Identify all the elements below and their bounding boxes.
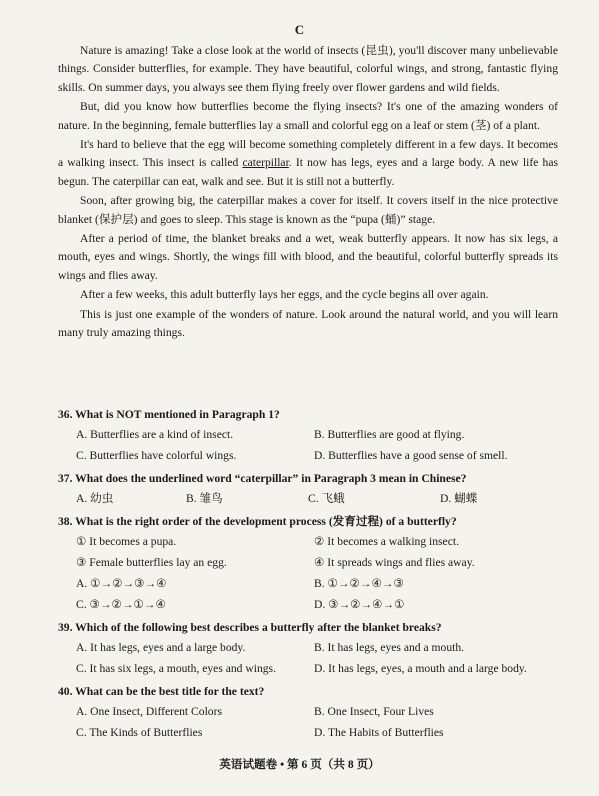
reading-passage [58,42,558,344]
question-stem: 39. Which of the following best describes a butterfly after the blanket breaks? [58,621,442,634]
question-stem: 37. What does the underlined word “caterpillar” in Paragraph 3 mean in Chinese? [58,472,467,485]
option-grid [76,701,568,743]
option-grid [76,424,568,466]
paragraph [58,42,558,97]
option-d: D. ③→②→④→① [314,598,405,611]
question-40 [58,683,568,743]
question-38 [58,513,568,615]
paragraph [58,286,558,304]
option-b: B. One Insect, Four Lives [314,705,434,718]
question-stem: 36. What is NOT mentioned in Paragraph 1? [58,408,280,421]
option-a: A. 幼虫 [76,492,114,505]
option-a: A. One Insect, Different Colors [76,705,222,718]
option-b: B. 雏鸟 [186,492,223,505]
option-d: D. The Habits of Butterflies [314,726,444,739]
paragraph-text: Nature is amazing! Take a close look at the world of insects (昆虫), you'll discover many unbelievable things. Consider butterflies, for example. They have beautiful, colorful wings, and strong, fantastic flying skills. On summer days, you always see them flying freely over flower gardens and wild fields. [58,44,558,94]
section-heading: C [294,22,305,37]
paragraph [58,98,558,135]
option-d: D. Butterflies have a good sense of smell. [314,449,508,462]
paragraph [58,136,558,191]
question-stem: 38. What is the right order of the development process (发育过程) of a butterfly? [58,515,457,528]
option-d: D. 蝴蝶 [440,492,478,505]
option-c: C. It has six legs, a mouth, eyes and wings. [76,662,276,675]
option-grid [76,637,568,679]
paragraph-text: But, did you know how butterflies become the flying insects? It's one of the amazing wonders of nature. In the beginning, female butterflies lay a small and colorful egg on a leaf or stem (茎) of a plant. [58,100,558,132]
option-d: D. It has legs, eyes, a mouth and a large body. [314,662,527,675]
paragraph-text: Soon, after growing big, the caterpillar makes a cover for itself. It covers itself in the nice protective blanket (保护层) and goes to sleep. This stage is known as the “pupa (蛹)” stage. [58,194,558,226]
paragraph [58,192,558,229]
paragraph [58,306,558,343]
step-1: ① It becomes a pupa. [76,535,177,548]
option-grid [76,531,568,615]
option-a: A. ①→②→③→④ [76,577,167,590]
option-a: A. Butterflies are a kind of insect. [76,428,234,441]
question-list [58,406,568,747]
underlined-word: caterpillar [242,156,289,170]
option-c: C. The Kinds of Butterflies [76,726,203,739]
option-c: C. Butterflies have colorful wings. [76,449,237,462]
option-c: C. 飞蛾 [308,492,345,505]
question-39 [58,619,568,679]
page-footer: 英语试题卷 • 第 6 页（共 8 页） [219,758,380,771]
option-b: B. It has legs, eyes and a mouth. [314,641,465,654]
step-4: ④ It spreads wings and flies away. [314,556,475,569]
option-c: C. ③→②→①→④ [76,598,166,611]
paragraph [58,230,558,285]
paragraph-text: This is just one example of the wonders of nature. Look around the natural world, and you will learn many truly amazing things. [58,307,558,340]
paragraph-text: After a period of time, the blanket breaks and a wet, weak butterfly appears. It now has six legs, a mouth, eyes and wings. Shortly, the wings fill with blood, and the beautiful, colorful butterfly spreads its wings and flies away. [58,232,558,282]
question-37 [58,470,568,509]
question-stem: 40. What can be the best title for the text? [58,685,265,698]
option-grid [76,488,568,509]
option-b: B. ①→②→④→③ [314,577,404,590]
paragraph-text: After a few weeks, this adult butterfly lays her eggs, and the cycle begins all over again. [80,288,489,302]
paragraph-text: . It now has legs, eyes and a large body. A new life has begun. The caterpillar can eat, walk and see. But it is still not a butterfly. [58,156,558,188]
option-a: A. It has legs, eyes and a large body. [76,641,246,654]
step-2: ② It becomes a walking insect. [314,535,459,548]
step-3: ③ Female butterflies lay an egg. [76,556,227,569]
paragraph-text: It's hard to believe that the egg will become something completely different in a few days. It becomes a walking insect. This insect is called [58,138,558,170]
question-36 [58,406,568,466]
option-b: B. Butterflies are good at flying. [314,428,465,441]
